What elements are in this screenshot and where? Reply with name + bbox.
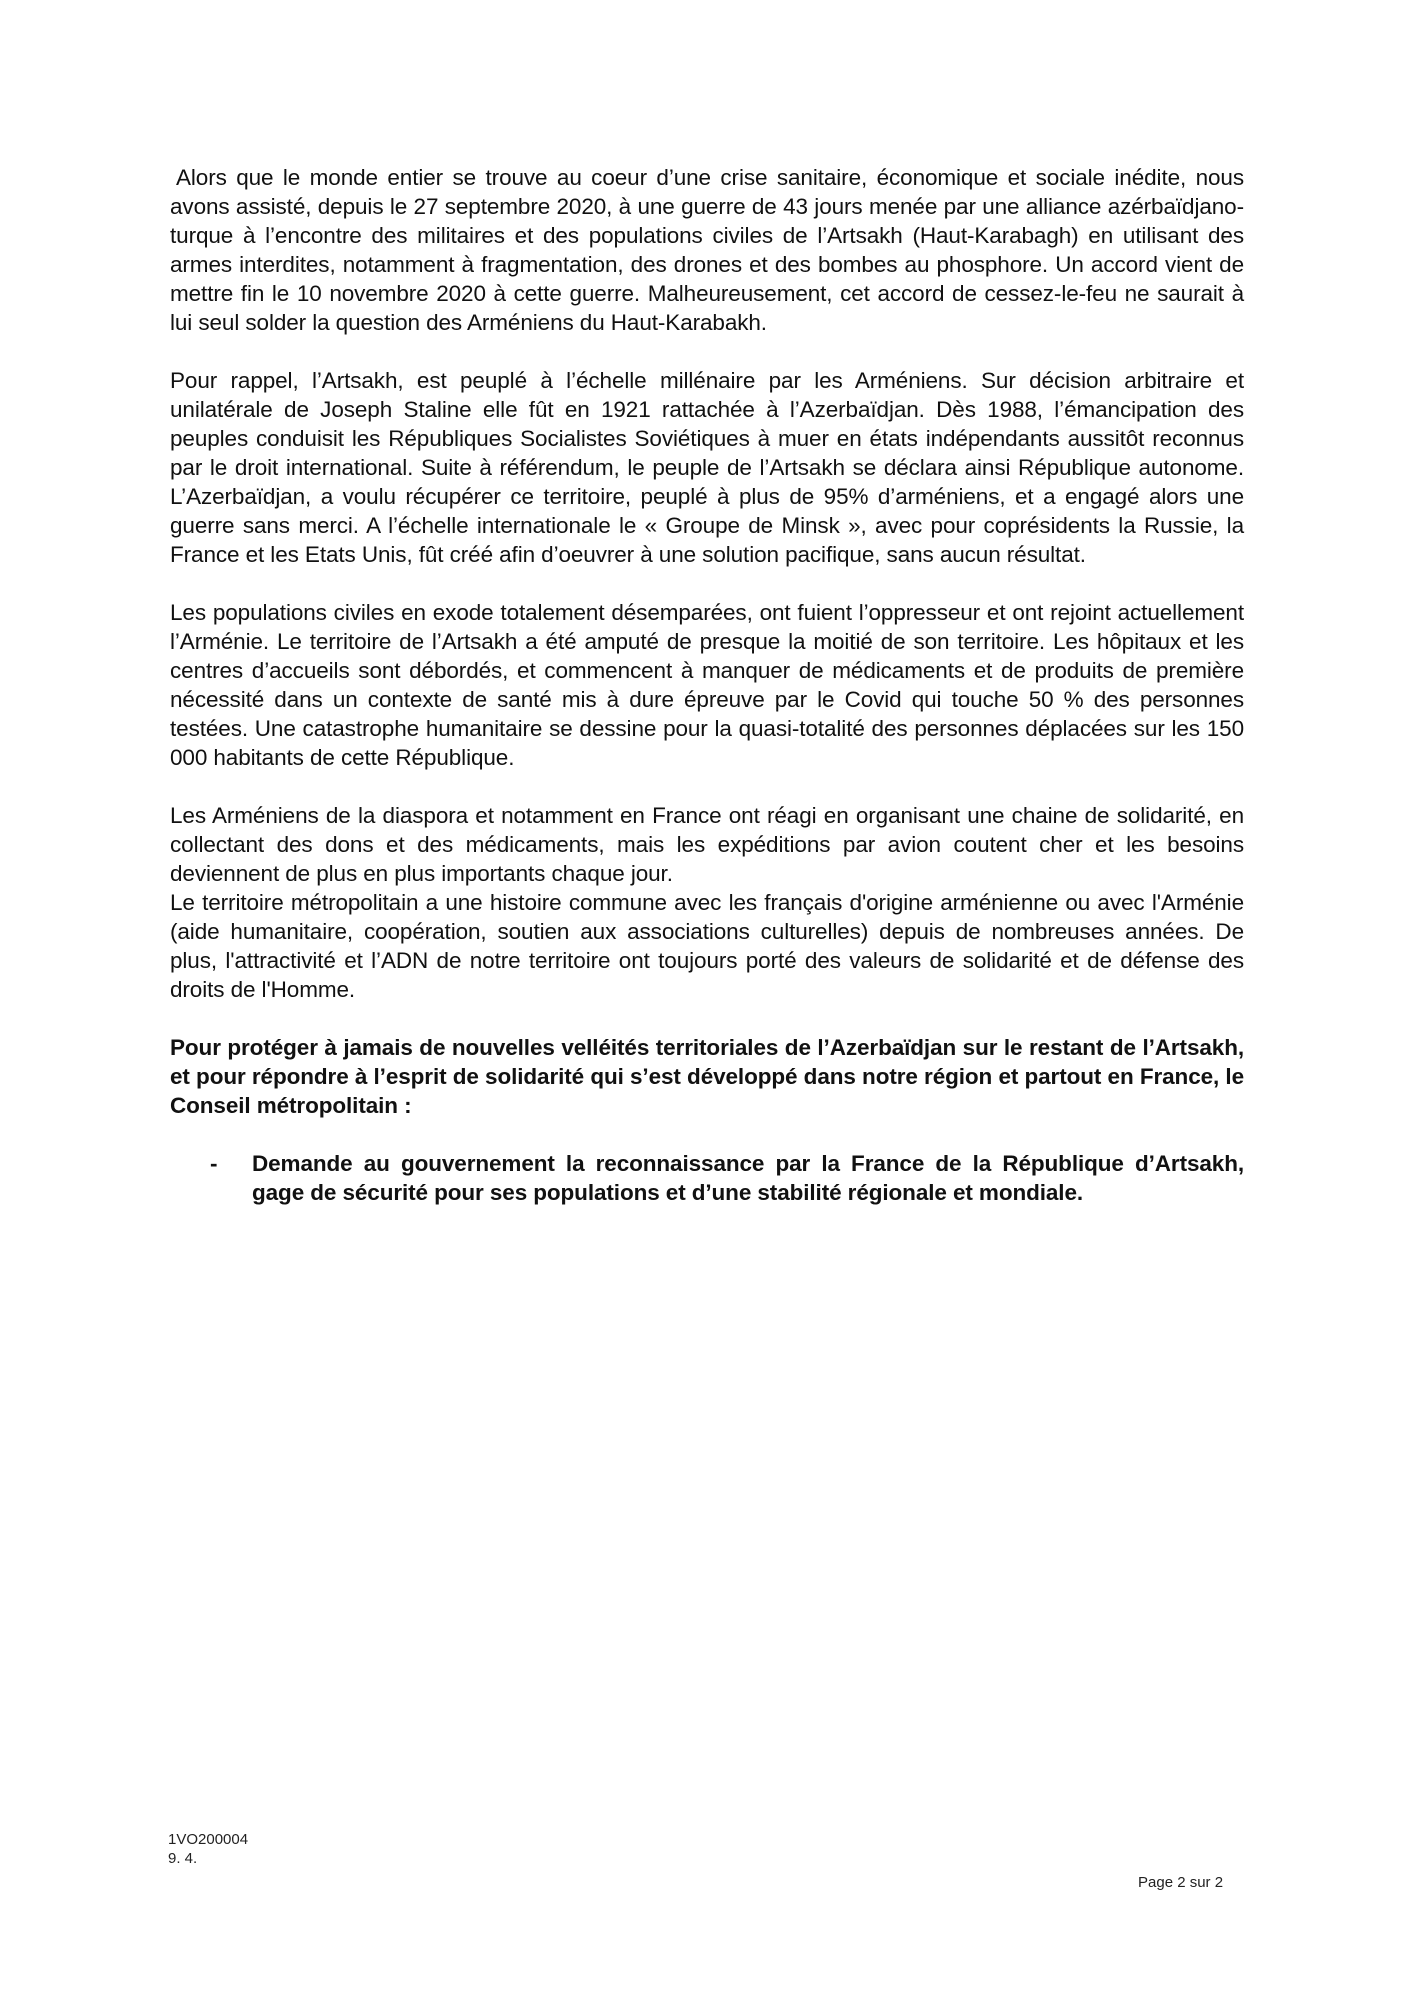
paragraph-territory-history: Le territoire métropolitain a une histoire commune avec les français d'origine arménienne ou avec l'Arménie (aide humanitaire, coopération, soutien aux associations culturelles) depuis de nombreuses années. De plus, l'attractivité et l’ADN de notre territoire ont toujours porté des valeurs de solidarité et de défense des droits de l'Homme. <box>170 890 1244 1002</box>
paragraph-diaspora-solidarity: Les Arméniens de la diaspora et notamment en France ont réagi en organisant une chaine de solidarité, en collectant des dons et des médicaments, mais les expéditions par avion coutent cher et les besoins deviennent de plus en plus importants chaque jour. <box>170 803 1244 886</box>
decision-item <box>170 1149 1244 1207</box>
resolution-intro: Pour protéger à jamais de nouvelles velléités territoriales de l’Azerbaïdjan sur le restant de l’Artsakh, et pour répondre à l’esprit de solidarité qui s’est développé dans notre région et partout en France, le Conseil métropolitain : <box>170 1035 1244 1118</box>
document-body <box>170 163 1244 1207</box>
paragraph-humanitarian-crisis: Les populations civiles en exode totalement désemparées, ont fuient l’oppresseur et ont rejoint actuellement l’Arménie. Le territoire de l’Artsakh a été amputé de presque la moitié de son territoire. Les hôpitaux et les centres d’accueils sont débordés, et commencent à manquer de médicaments et de produits de première nécessité dans un contexte de santé mis à dure épreuve par le Covid qui touche 50 % des personnes testées. Une catastrophe humanitaire se dessine pour la quasi-totalité des personnes déplacées sur les 150 000 habitants de cette République. <box>170 600 1244 770</box>
decision-list <box>170 1149 1244 1207</box>
paragraph-history-artsakh: Pour rappel, l’Artsakh, est peuplé à l’échelle millénaire par les Arméniens. Sur décision arbitraire et unilatérale de Joseph Staline elle fût en 1921 rattachée à l’Azerbaïdjan. Dès 1988, l’émancipation des peuples conduisit les Républiques Socialistes Soviétiques à muer en états indépendants aussitôt reconnus par le droit international. Suite à référendum, le peuple de l’Artsakh se déclara ainsi République autonome. L’Azerbaïdjan, a voulu récupérer ce territoire, peuplé à plus de 95% d’arméniens, et a engagé alors une guerre sans merci. A l’échelle internationale le « Groupe de Minsk », avec pour coprésidents la Russie, la France et les Etats Unis, fût créé afin d’oeuvrer à une solution pacifique, sans aucun résultat. <box>170 368 1244 567</box>
page-indicator: Page 2 sur 2 <box>1138 1874 1224 1891</box>
reference-code: 1VO200004 <box>168 1831 249 1848</box>
decision-text: Demande au gouvernement la reconnaissance par la France de la République d’Artsakh, gage de sécurité pour ses populations et d’une stabilité régionale et mondiale. <box>252 1151 1244 1205</box>
reference-number: 9. 4. <box>168 1850 198 1867</box>
paragraph-context-war: Alors que le monde entier se trouve au coeur d’une crise sanitaire, économique et sociale inédite, nous avons assisté, depuis le 27 septembre 2020, à une guerre de 43 jours menée par une alliance azérbaïdjano-turque à l’encontre des militaires et des populations civiles de l’Artsakh (Haut-Karabagh) en utilisant des armes interdites, notamment à fragmentation, des drones et des bombes au phosphore. Un accord vient de mettre fin le 10 novembre 2020 à cette guerre. Malheureusement, cet accord de cessez-le-feu ne saurait à lui seul solder la question des Arméniens du Haut-Karabakh. <box>170 165 1244 335</box>
dash-bullet-icon: - <box>210 1151 218 1176</box>
footer-reference <box>168 1830 248 1868</box>
